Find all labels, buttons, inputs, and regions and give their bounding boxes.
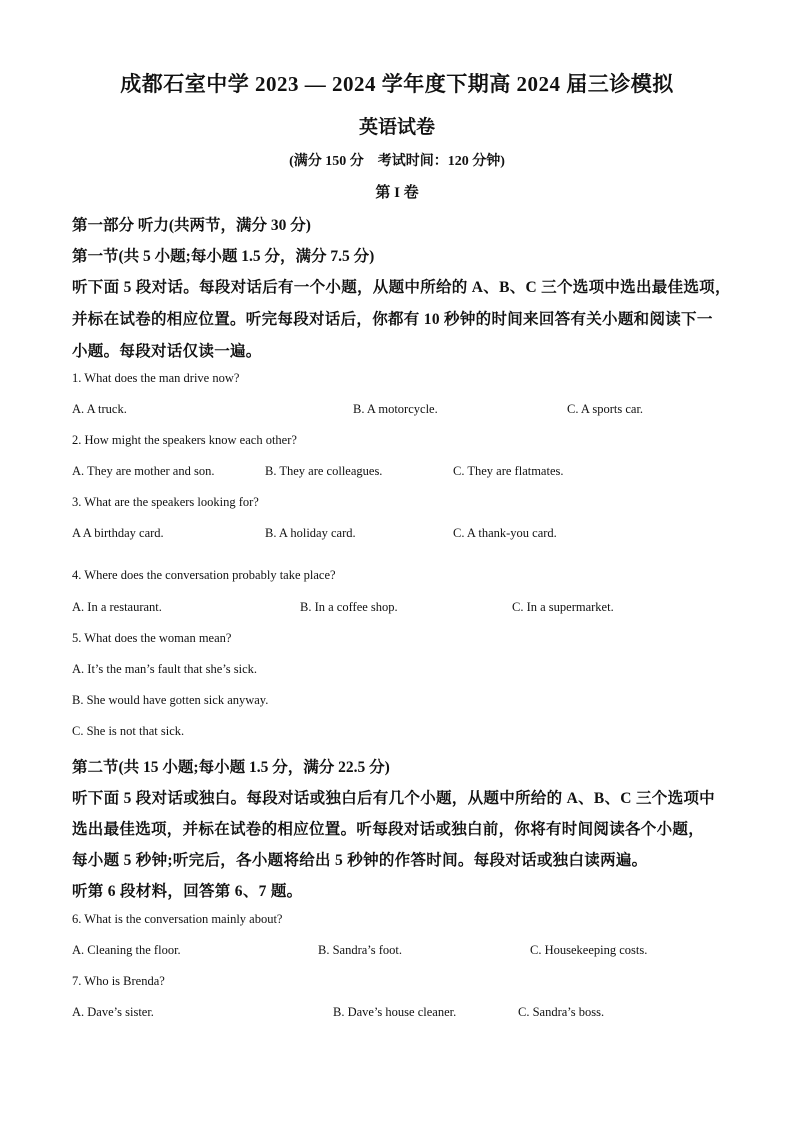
exam-subtitle: 英语试卷 <box>358 117 435 138</box>
section1-instruction-line: 小题。每段对话仅读一遍。 <box>72 343 262 360</box>
option-b: B. A motorcycle. <box>353 402 438 416</box>
question-text: 7. Who is Brenda? <box>72 974 165 988</box>
option-a: A. Cleaning the floor. <box>72 943 181 957</box>
exam-title: 成都石室中学 2023 — 2024 学年度下期高 2024 届三诊模拟 <box>120 72 674 96</box>
section2-heading: 第二节(共 15 小题;每小题 1.5 分，满分 22.5 分) <box>72 759 390 776</box>
section2-instruction-line: 听下面 5 段对话或独白。每段对话或独白后有几个小题，从题中所给的 A、B、C 三个选项中 <box>72 790 715 807</box>
option-b: B. They are colleagues. <box>265 464 383 478</box>
option-c: C. A thank-you card. <box>453 526 557 540</box>
section1-instruction-line: 听下面 5 段对话。每段对话后有一个小题，从题中所给的 A、B、C 三个选项中选出最佳选项， <box>72 279 731 296</box>
question-text: 6. What is the conversation mainly about? <box>72 912 283 926</box>
section1-heading: 第一节(共 5 小题;每小题 1.5 分，满分 7.5 分) <box>72 248 375 265</box>
option-b: B. Dave’s house cleaner. <box>333 1005 457 1019</box>
option-a: A A birthday card. <box>72 526 164 540</box>
option-c: C. She is not that sick. <box>72 724 185 738</box>
option-a: A. It’s the man’s fault that she’s sick. <box>72 662 258 676</box>
option-a: A. They are mother and son. <box>72 464 215 478</box>
section2-instruction-line: 每小题 5 秒钟;听完后，各小题将给出 5 秒钟的作答时间。每段对话或独白读两遍。 <box>72 852 648 869</box>
volume-label: 第 I 卷 <box>375 185 419 201</box>
option-c: C. In a supermarket. <box>512 600 614 614</box>
question-text: 5. What does the woman mean? <box>72 631 232 645</box>
option-a: A. In a restaurant. <box>72 600 162 614</box>
option-b: B. In a coffee shop. <box>300 600 398 614</box>
material-label: 听第 6 段材料，回答第 6、7 题。 <box>72 883 303 900</box>
exam-meta: (满分 150 分 考试时间：120 分钟) <box>289 154 505 169</box>
option-c: C. Housekeeping costs. <box>530 943 648 957</box>
option-c: C. Sandra’s boss. <box>518 1005 605 1019</box>
option-b: B. A holiday card. <box>265 526 356 540</box>
part1-heading: 第一部分 听力(共两节，满分 30 分) <box>72 217 311 234</box>
question-text: 4. Where does the conversation probably take place? <box>72 568 336 582</box>
option-a: A. A truck. <box>72 402 127 416</box>
option-b: B. Sandra’s foot. <box>318 943 403 957</box>
option-c: C. A sports car. <box>567 402 644 416</box>
option-c: C. They are flatmates. <box>453 464 564 478</box>
section1-instruction-line: 并标在试卷的相应位置。听完每段对话后，你都有 10 秒钟的时间来回答有关小题和阅读下一 <box>72 311 713 328</box>
question-text: 3. What are the speakers looking for? <box>72 495 259 509</box>
option-a: A. Dave’s sister. <box>72 1005 154 1019</box>
option-b: B. She would have gotten sick anyway. <box>72 693 269 707</box>
question-text: 1. What does the man drive now? <box>72 371 240 385</box>
question-text: 2. How might the speakers know each other? <box>72 433 297 447</box>
section2-instruction-line: 选出最佳选项，并标在试卷的相应位置。听每段对话或独白前，你将有时间阅读各个小题， <box>72 821 705 838</box>
